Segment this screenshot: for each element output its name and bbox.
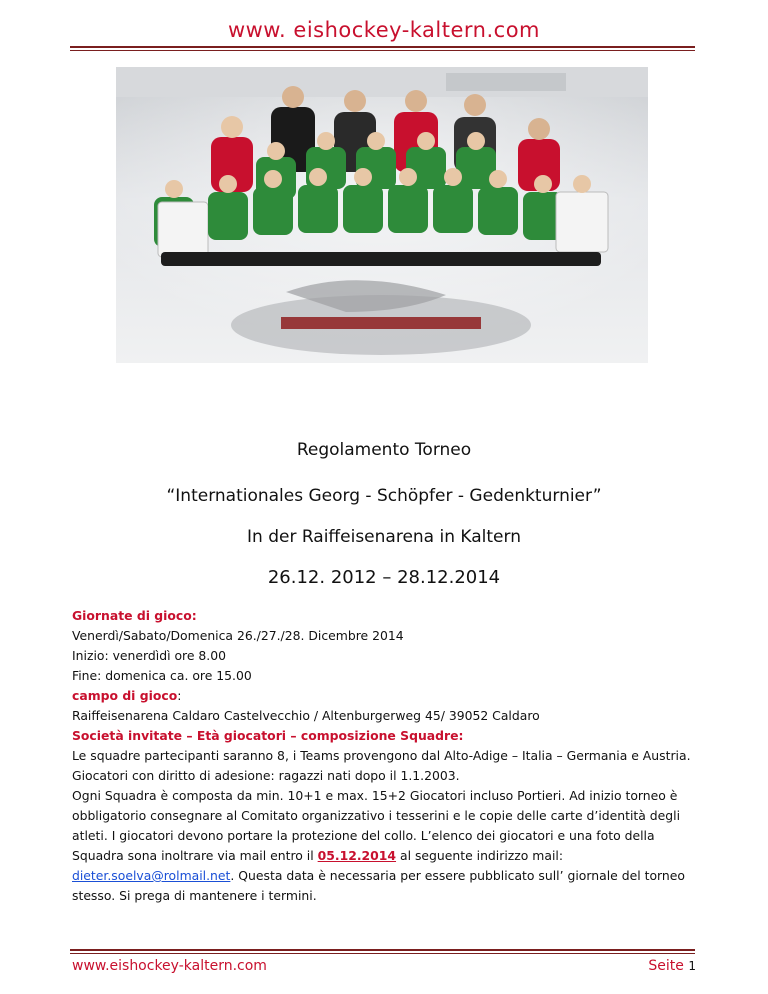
rules-body <box>72 606 702 906</box>
giornate-line-3: Fine: domenica ca. ore 15.00 <box>72 668 252 683</box>
title-tournament-name: “Internationales Georg - Schöpfer - Gedenkturnier” <box>166 486 602 506</box>
societa-text-c: . Questa data è necessaria per essere pubblicato sull’ giornale del torneo stesso. Si prega di mantenere i termini. <box>72 868 685 903</box>
giornate-line-2: Inizio: venerdìdì ore 8.00 <box>72 648 227 663</box>
societa-line-1: Le squadre partecipanti saranno 8, i Teams provengono dal Alto-Adige – Italia – Germania e Austria. <box>72 748 691 763</box>
heading-societa: Società invitate – Età giocatori – composizione Squadre: <box>72 728 464 743</box>
header-site: www. eishockey-kaltern.com <box>227 18 541 42</box>
societa-text-b: al seguente indirizzo mail: <box>396 848 564 863</box>
header-divider <box>70 46 695 51</box>
deadline-date: 05.12.2014 <box>317 848 397 863</box>
title-dates: 26.12. 2012 – 28.12.2014 <box>267 567 501 588</box>
email-link[interactable]: dieter.soelva@rolmail.net <box>72 868 231 883</box>
heading-campo-colon: : <box>177 688 182 703</box>
page-label: Seite <box>648 958 684 974</box>
team-photo-icon <box>116 67 648 363</box>
campo-line-1: Raiffeisenarena Caldaro Castelvecchio / Altenburgerweg 45/ 39052 Caldaro <box>72 708 540 723</box>
heading-campo: campo di gioco <box>72 688 178 703</box>
heading-giornate: Giornate di gioco: <box>72 608 197 623</box>
societa-text-a: Ogni Squadra è composta da min. 10+1 e max. 15+2 Giocatori incluso Portieri. Ad inizio torneo è obbligatorio consegnare al Comitato organizzativo i tesserini e le copie delle carte d’identità degli atleti. I giocatori devono portare la protezione del collo. L’elenco dei giocatori e una foto della Squadra sona inoltrare via mail entro il <box>72 788 681 863</box>
societa-paragraph <box>72 786 702 906</box>
title-regolamento: Regolamento Torneo <box>296 440 472 460</box>
giornate-line-1: Venerdì/Sabato/Domenica 26./27./28. Dicembre 2014 <box>72 628 404 643</box>
footer-page <box>648 958 696 974</box>
footer-divider <box>70 949 695 954</box>
societa-line-2: Giocatori con diritto di adesione: ragazzi nati dopo il 1.1.2003. <box>72 768 460 783</box>
team-photo <box>116 67 648 363</box>
footer-site: www.eishockey-kaltern.com <box>72 958 267 974</box>
title-venue: In der Raiffeisenarena in Kaltern <box>247 527 521 547</box>
page-number: 1 <box>688 959 696 973</box>
